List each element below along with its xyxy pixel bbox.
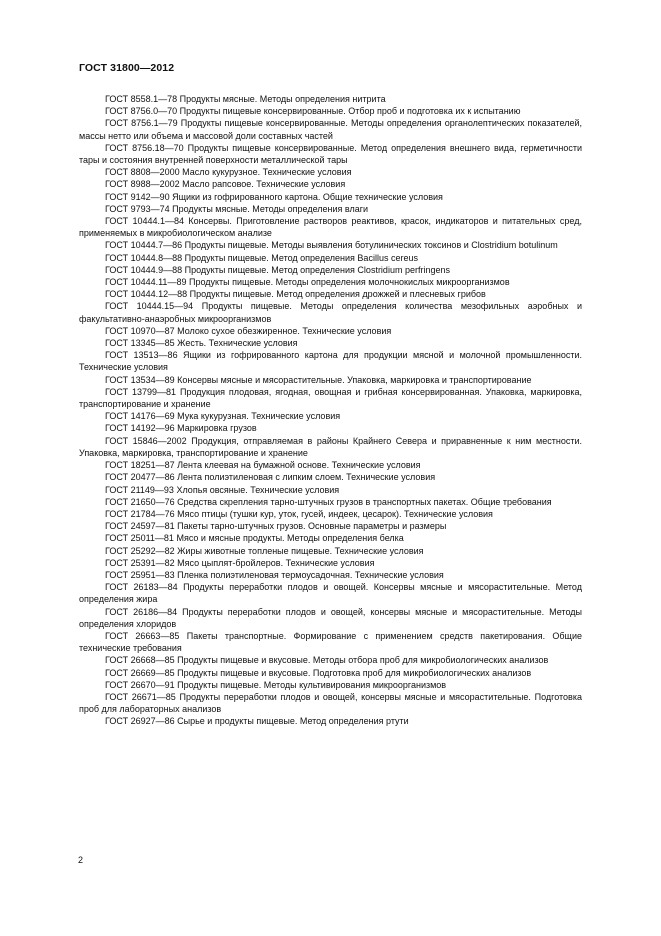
reference-code: ГОСТ 18251—87: [105, 460, 175, 471]
reference-item: [79, 252, 582, 264]
reference-code: ГОСТ 13799—81: [105, 386, 177, 397]
reference-code: ГОСТ 9793—74: [105, 203, 170, 214]
reference-code: ГОСТ 21784—76: [105, 508, 175, 519]
reference-item: [79, 117, 582, 141]
reference-code: ГОСТ 21650—76: [105, 496, 175, 507]
reference-item: [79, 459, 582, 471]
reference-item: [79, 349, 582, 373]
reference-title: Масло рапсовое. Технические условия: [182, 179, 346, 190]
reference-code: ГОСТ 8558.1—78: [105, 94, 178, 104]
reference-title: Продукция, отправляемая в районы Крайнего Севера и приравненные к ним местности. Упаковка, маркировка, транспортирование и хранение: [79, 435, 582, 458]
reference-code: ГОСТ 21149—93: [105, 484, 174, 495]
reference-title: Продукты пищевые консервированные. Отбор проб и подготовка их к испытанию: [179, 106, 521, 117]
reference-title: Жиры животные топленые пищевые. Технические условия: [177, 545, 424, 556]
reference-code: ГОСТ 8808—2000: [105, 167, 180, 178]
reference-item: [79, 691, 582, 715]
reference-item: [79, 508, 582, 520]
reference-title: Продукты пищевые и вкусовые. Подготовка проб для микробиологических анализов: [177, 667, 532, 678]
reference-code: ГОСТ 15846—2002: [105, 435, 187, 446]
reference-title: Продукты пищевые консервированные. Метод определения внешнего вида, герметичности тары и состояния внутренней поверхности металлической тары: [79, 142, 582, 166]
reference-title: Продукты пищевые. Метод определения дрожжей и плесневых грибов: [189, 289, 486, 300]
reference-code: ГОСТ 24597—81: [105, 521, 175, 532]
reference-title: Продукты пищевые. Методы определения молочнокислых микроорганизмов: [188, 277, 510, 288]
reference-item: [79, 191, 582, 203]
reference-code: ГОСТ 26669—85: [105, 667, 175, 678]
reference-title: Ящики из гофрированного картона для продукции мясной и молочной промышленности. Технические условия: [79, 350, 582, 373]
reference-code: ГОСТ 26663—85: [105, 630, 180, 641]
reference-title: Масло кукурузное. Технические условия: [182, 167, 352, 178]
reference-code: ГОСТ 14176—69: [105, 411, 175, 422]
reference-title: Продукция плодовая, ягодная, овощная и грибная консервированная. Упаковка, маркировка, транспортирование и хранение: [79, 386, 582, 410]
page-number: 2: [78, 855, 84, 865]
reference-code: ГОСТ 10444.11—89: [105, 277, 187, 288]
reference-code: ГОСТ 10444.7—86: [105, 240, 183, 251]
page-header: ГОСТ 31800—2012: [79, 62, 175, 74]
reference-item: [79, 532, 582, 544]
reference-code: ГОСТ 10444.1—84: [105, 216, 184, 227]
reference-item: [79, 654, 582, 666]
reference-code: ГОСТ 10444.9—88: [105, 264, 183, 275]
reference-item: [79, 105, 582, 117]
references-list: [79, 93, 582, 728]
reference-item: [79, 715, 582, 727]
reference-code: ГОСТ 8756.1—79: [105, 118, 178, 129]
reference-item: [79, 569, 582, 581]
reference-item: [79, 203, 582, 215]
reference-title: Мясо цыплят-бройлеров. Технические условия: [177, 557, 375, 568]
reference-item: [79, 239, 582, 251]
reference-title: Продукты мясные. Методы определения влаги: [172, 203, 369, 214]
reference-title: Средства скрепления тарно-штучных грузов в транспортных пакетах. Общие требования: [177, 496, 552, 507]
reference-code: ГОСТ 10444.12—88: [105, 289, 188, 300]
reference-title: Продукты пищевые. Метод определения Bacillus cereus: [184, 252, 418, 263]
reference-title: Консервы. Приготовление растворов реактивов, красок, индикаторов и питательных сред, применяемых в микробиологическом анализе: [79, 216, 582, 239]
reference-code: ГОСТ 8988—2002: [105, 179, 180, 190]
reference-item: [79, 93, 582, 105]
reference-item: [79, 374, 582, 386]
reference-item: [79, 581, 582, 605]
reference-item: [79, 325, 582, 337]
reference-item: [79, 557, 582, 569]
reference-title: Пакеты тарно-штучных грузов. Основные параметры и размеры: [177, 521, 447, 532]
reference-item: [79, 215, 582, 239]
reference-item: [79, 288, 582, 300]
reference-code: ГОСТ 26668—85: [105, 655, 175, 666]
reference-code: ГОСТ 10970—87: [105, 325, 175, 336]
reference-code: ГОСТ 13345—85: [105, 338, 175, 349]
reference-item: [79, 337, 582, 349]
reference-title: Мясо птицы (тушки кур, уток, гусей, индеек, цесарок). Технические условия: [177, 508, 493, 519]
reference-title: Продукты пищевые и вкусовые. Методы отбора проб для микробиологических анализов: [177, 655, 549, 666]
reference-title: Консервы мясные и мясорастительные. Упаковка, маркировка и транспортирование: [177, 374, 532, 385]
reference-code: ГОСТ 13513—86: [105, 350, 178, 361]
reference-item: [79, 667, 582, 679]
reference-title: Пленка полиэтиленовая термоусадочная. Технические условия: [177, 569, 444, 580]
reference-item: [79, 520, 582, 532]
reference-item: [79, 435, 582, 459]
reference-title: Продукты переработки плодов и овощей, консервы мясные и мясорастительные. Подготовка проб для лабораторных анализов: [79, 691, 582, 715]
reference-item: [79, 484, 582, 496]
reference-item: [79, 178, 582, 190]
reference-item: [79, 471, 582, 483]
reference-code: ГОСТ 9142—90: [105, 191, 170, 202]
reference-item: [79, 386, 582, 410]
reference-code: ГОСТ 26670—91: [105, 679, 175, 690]
reference-code: ГОСТ 25292—82: [105, 545, 175, 556]
reference-title: Лента полиэтиленовая с липким слоем. Технические условия: [177, 472, 436, 483]
reference-title: Продукты пищевые. Метод определения Clostridium perfringens: [184, 264, 450, 275]
reference-title: Продукты пищевые. Методы культивирования микроорганизмов: [177, 679, 447, 690]
reference-title: Продукты пищевые. Методы определения количества мезофильных аэробных и факультативно-анаэробных микроорганизмов: [79, 301, 582, 324]
reference-title: Хлопья овсяные. Технические условия: [176, 484, 340, 495]
reference-code: ГОСТ 10444.8—88: [105, 252, 183, 263]
reference-item: [79, 422, 582, 434]
reference-item: [79, 300, 582, 324]
reference-code: ГОСТ 14192—96: [105, 423, 175, 434]
reference-code: ГОСТ 8756.18—70: [105, 142, 184, 153]
reference-title: Ящики из гофрированного картона. Общие технические условия: [172, 191, 443, 202]
reference-code: ГОСТ 13534—89: [105, 374, 175, 385]
reference-title: Продукты мясные. Методы определения нитрита: [179, 94, 386, 104]
reference-title: Продукты пищевые. Методы выявления ботулинических токсинов и Clostridium botulinum: [184, 240, 558, 251]
reference-title: Пакеты транспортные. Формирование с применением средств пакетирования. Общие технические требования: [79, 630, 582, 654]
reference-code: ГОСТ 25951—83: [105, 569, 175, 580]
reference-title: Продукты пищевые консервированные. Методы определения органолептических показателей, массы нетто или объема и массовой доли составных частей: [79, 118, 582, 141]
reference-item: [79, 276, 582, 288]
reference-item: [79, 264, 582, 276]
reference-item: [79, 630, 582, 654]
reference-item: [79, 410, 582, 422]
reference-title: Молоко сухое обезжиренное. Технические условия: [177, 325, 392, 336]
reference-code: ГОСТ 25011—81: [105, 533, 174, 544]
reference-item: [79, 166, 582, 178]
reference-title: Продукты переработки плодов и овощей, консервы мясные и мясорастительные. Методы определения хлоридов: [79, 606, 582, 629]
reference-title: Маркировка грузов: [177, 423, 257, 434]
reference-code: ГОСТ 26927—86: [105, 716, 175, 727]
reference-title: Продукты переработки плодов и овощей. Консервы мясные и мясорастительные. Метод определения жира: [79, 582, 582, 605]
reference-code: ГОСТ 26183—84: [105, 582, 178, 593]
reference-title: Мука кукурузная. Технические условия: [177, 411, 341, 422]
reference-title: Сырье и продукты пищевые. Метод определения ртути: [177, 716, 409, 727]
reference-code: ГОСТ 26186—84: [105, 606, 178, 617]
reference-title: Лента клеевая на бумажной основе. Технические условия: [177, 460, 421, 471]
reference-code: ГОСТ 26671—85: [105, 691, 176, 702]
reference-item: [79, 496, 582, 508]
reference-item: [79, 545, 582, 557]
reference-code: ГОСТ 20477—86: [105, 472, 175, 483]
reference-title: Жесть. Технические условия: [177, 338, 298, 349]
reference-code: ГОСТ 10444.15—94: [105, 301, 194, 312]
reference-code: ГОСТ 25391—82: [105, 557, 175, 568]
reference-title: Мясо и мясные продукты. Методы определения белка: [176, 533, 404, 544]
reference-code: ГОСТ 8756.0—70: [105, 106, 178, 117]
reference-item: [79, 679, 582, 691]
reference-item: [79, 606, 582, 630]
reference-item: [79, 142, 582, 166]
